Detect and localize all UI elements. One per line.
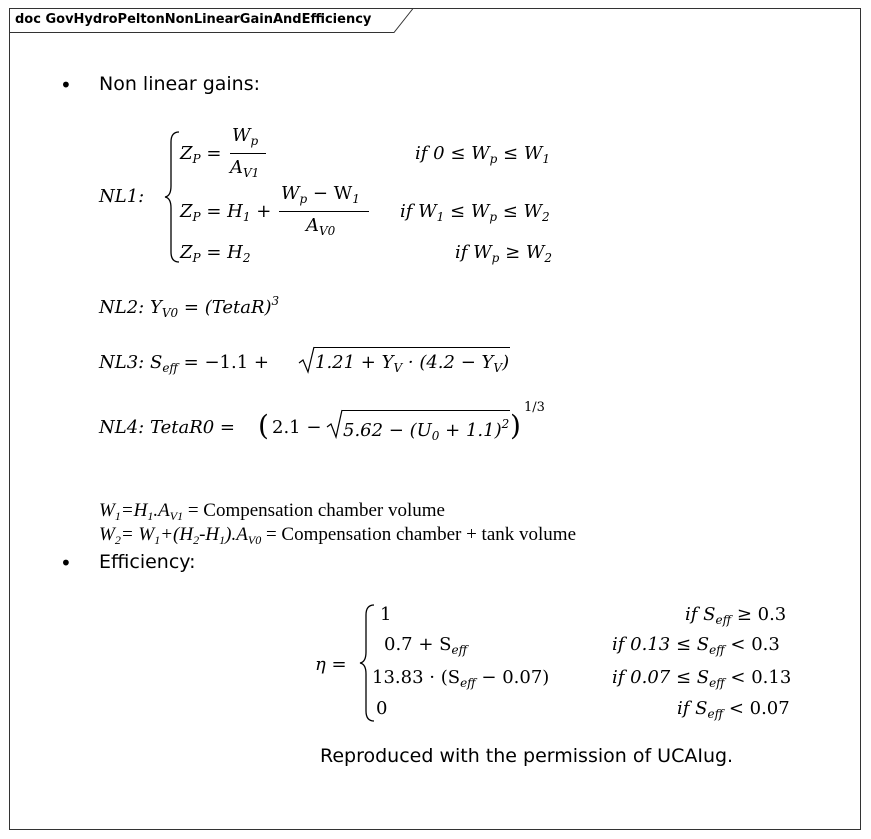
efficiency-lhs: η = xyxy=(315,654,347,675)
nl1-case2-fraction-bar xyxy=(279,211,369,212)
nl1-case1-fraction-bar xyxy=(230,153,266,154)
heading-non-linear-gains: Non linear gains: xyxy=(99,73,261,95)
definition-w1: $W_1=H_1.A_{V1}$ = Compensation chamber volume xyxy=(99,500,445,523)
nl3-equation: NL3: $S_{eff} = -1.1$ + xyxy=(99,352,269,375)
bullet-icon: • xyxy=(60,73,72,97)
tab-title: doc GovHydroPeltonNonLinearGainAndEfficiency xyxy=(15,12,372,27)
nl4-radicand: $5.62 - (U_0 + 1.1)^2$ xyxy=(343,417,510,443)
nl1-case2-denominator: $A_{V0}$ xyxy=(306,215,336,238)
nl1-case2-numerator: $W_p - W_1$ xyxy=(281,183,360,206)
nl4-radical-icon xyxy=(326,408,344,440)
nl1-case2-condition: if $W_1 \le W_p \le W_2$ xyxy=(400,201,550,224)
nl4-inner: 2.1 − xyxy=(272,417,322,438)
credit-text: Reproduced with the permission of UCAIug. xyxy=(320,745,734,767)
nl3-radicand: $1.21 + Y_V \cdot (4.2 - Y_V)$ xyxy=(315,352,510,375)
nl1-case1-lhs: $Z_P$ = xyxy=(180,143,222,166)
nl2-equation: NL2: $Y_{V0}$ = (TetaR)$^3$ xyxy=(99,294,280,320)
efficiency-case2-condition: if $0.13 \le S_{eff} < 0.3$ xyxy=(612,634,780,657)
nl3-radical-bar xyxy=(314,347,510,348)
efficiency-case1-condition: if $S_{eff} \ge 0.3$ xyxy=(685,604,787,627)
nl4-exponent: 1/3 xyxy=(524,400,545,415)
efficiency-brace xyxy=(358,603,378,723)
nl1-case3-lhs: $Z_P = H_2$ xyxy=(180,242,251,265)
efficiency-case4-condition: if $S_{eff} < 0.07$ xyxy=(677,698,790,721)
nl1-case2-lhs: $Z_P = H_1$ + xyxy=(180,201,272,224)
efficiency-case1-expr: 1 xyxy=(380,604,392,625)
definition-w2: $W_2= W_1+(H_2-H_1).A_{V0}$ = Compensation chamber + tank volume xyxy=(99,524,577,547)
nl4-equation: NL4: TetaR0 = xyxy=(99,417,236,438)
nl4-open-paren: ( xyxy=(258,409,269,442)
nl1-case1-numerator: $W_p$ xyxy=(232,125,259,148)
efficiency-case2-expr: $0.7 + S_{eff}$ xyxy=(384,634,468,657)
nl1-case1-condition: if $0 \le W_p \le W_1$ xyxy=(415,143,550,166)
bullet-icon: • xyxy=(60,551,72,575)
nl1-case3-condition: if $W_p \ge W_2$ xyxy=(455,242,553,265)
nl1-case1-denominator: $A_{V1}$ xyxy=(230,157,260,180)
nl4-radical-bar xyxy=(342,410,510,411)
efficiency-case3-expr: $13.83 \cdot (S_{eff} - 0.07)$ xyxy=(372,667,550,690)
heading-efficiency: Efficiency: xyxy=(99,551,196,573)
efficiency-case4-expr: 0 xyxy=(376,698,388,719)
efficiency-case3-condition: if $0.07 \le S_{eff} < 0.13$ xyxy=(612,667,792,690)
nl4-close-paren: ) xyxy=(510,409,521,442)
nl1-label: NL1: xyxy=(99,186,145,207)
nl3-radical-icon xyxy=(298,345,316,375)
